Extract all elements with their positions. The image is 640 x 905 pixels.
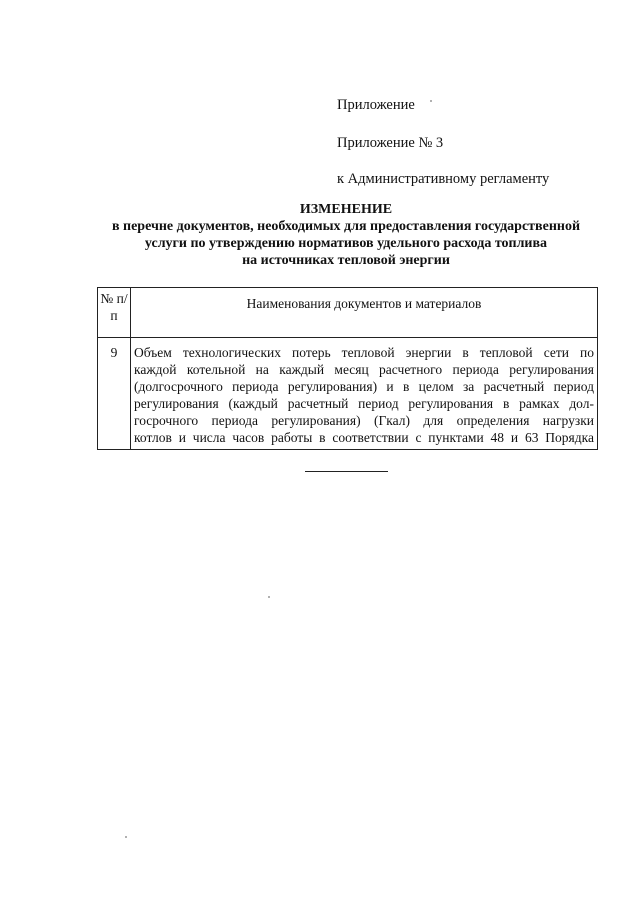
scan-speck — [125, 836, 127, 838]
description-line: котлов и числа часов работы в соответствии с пунктами 48 и 63 Порядка — [134, 430, 594, 445]
appendix-number: Приложение № 3 — [337, 135, 444, 151]
title-heading: ИЗМЕНЕНИЕ — [299, 202, 393, 217]
row-number: 9 — [98, 338, 131, 450]
scan-speck — [430, 100, 432, 102]
documents-table — [97, 287, 598, 450]
document-title — [96, 201, 596, 269]
table-row — [98, 338, 598, 450]
scan-speck — [268, 596, 270, 598]
title-subtitle-line: на источниках тепловой энергии — [242, 253, 450, 268]
column-header-name: Наименования документов и материалов — [131, 288, 598, 338]
row-description — [131, 338, 598, 450]
appendix-label: Приложение — [337, 97, 415, 113]
title-subtitle-line: в перечне документов, необходимых для предоставления государственной — [111, 219, 581, 234]
title-subtitle-line: услуги по утверждению нормативов удельного расхода топлива — [144, 236, 548, 251]
closing-separator-line — [305, 471, 388, 472]
appendix-reference: к Административному регламенту — [337, 171, 550, 187]
description-line: Объем технологических потерь тепловой энергии в тепловой сети по — [134, 345, 594, 360]
table-header-row — [98, 288, 598, 338]
description-line: регулирования (каждый расчетный период регулирования в рамках дол- — [134, 396, 594, 411]
description-line: каждой котельной на каждый месяц расчетного периода регулирования — [134, 362, 594, 377]
column-header-number: № п/п — [98, 288, 131, 338]
description-line: (долгосрочного периода регулирования) и в целом за расчетный период — [134, 379, 594, 394]
description-line: госрочного периода регулирования) (Гкал) для определения нагрузки — [134, 413, 594, 428]
